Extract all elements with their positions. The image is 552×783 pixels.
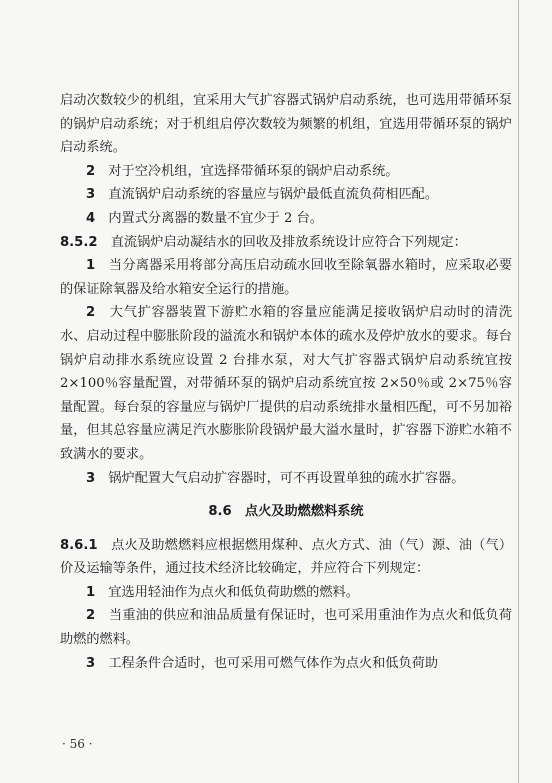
clause-8-5-2-item-1: 1 当分离器采用将部分高压启动疏水回收至除氧器水箱时，应采取必要的保证除氧器及给水箱安全运行的措施。 [60, 258, 513, 297]
page-content [60, 89, 512, 675]
clause-8-6-1-item-3: 3 工程条件合适时，也可采用可燃气体作为点火和低负荷助 [86, 655, 439, 671]
clause-8-6-1-item-1: 1 宜选用轻油作为点火和低负荷助燃的燃料。 [86, 584, 359, 600]
clause-8-6-1: 8.6.1 点火及助燃燃料应根据燃用煤种、点火方式、油（气）源、油（气）价及运输等条件，通过技术经济比较确定，并应符合下列规定： [60, 537, 513, 577]
clause-8-5-2: 8.5.2 直流锅炉启动凝结水的回收及排放系统设计应符合下列规定： [60, 234, 467, 250]
clause-8-5-1-item-3: 3 直流锅炉启动系统的容量应与锅炉最低直流负荷相匹配。 [86, 187, 439, 203]
clause-8-5-2-item-2: 2 大气扩容器装置下游贮水箱的容量应能满足接收锅炉启动时的清洗水、启动过程中膨胀阶段的溢流水和锅炉本体的疏水及停炉放水的要求。每台锅炉启动排水系统应设置 2 台排水泵，对大气扩容器式锅炉启动系统宜按 2×100％容量配置，对带循环泵的锅炉启动系统宜按 2×50％或 2×75％容量配置。每台泵的容量应与锅炉厂提供的启动系统排水量相匹配，可不另加裕量，但其总容量应满足汽水膨胀阶段锅炉最大溢水量时，扩容器下游贮水箱不致满水的要求。 [60, 305, 513, 462]
clause-8-6-1-item-2: 2 当重油的供应和油品质量有保证时，也可采用重油作为点火和低负荷助燃的燃料。 [60, 608, 513, 648]
clause-8-5-2-item-3: 3 锅炉配置大气启动扩容器时，可不再设置单独的疏水扩容器。 [86, 470, 465, 486]
page-number: · 56 · [62, 737, 93, 751]
page-edge-line [518, 0, 519, 783]
paragraph-continuation: 启动次数较少的机组，宜采用大气扩容器式锅炉启动系统，也可选用带循环泵的锅炉启动系统；对于机组启停次数较为频繁的机组，宜选用带循环泵的锅炉启动系统。 [60, 93, 512, 156]
clause-8-5-1-item-4: 4 内置式分离器的数量不宜少于 2 台。 [86, 210, 323, 226]
clause-8-5-1-item-2: 2 对于空冷机组，宜选择带循环泵的锅炉启动系统。 [86, 163, 399, 179]
section-heading: 8.6 点火及助燃燃料系统 [208, 504, 364, 520]
